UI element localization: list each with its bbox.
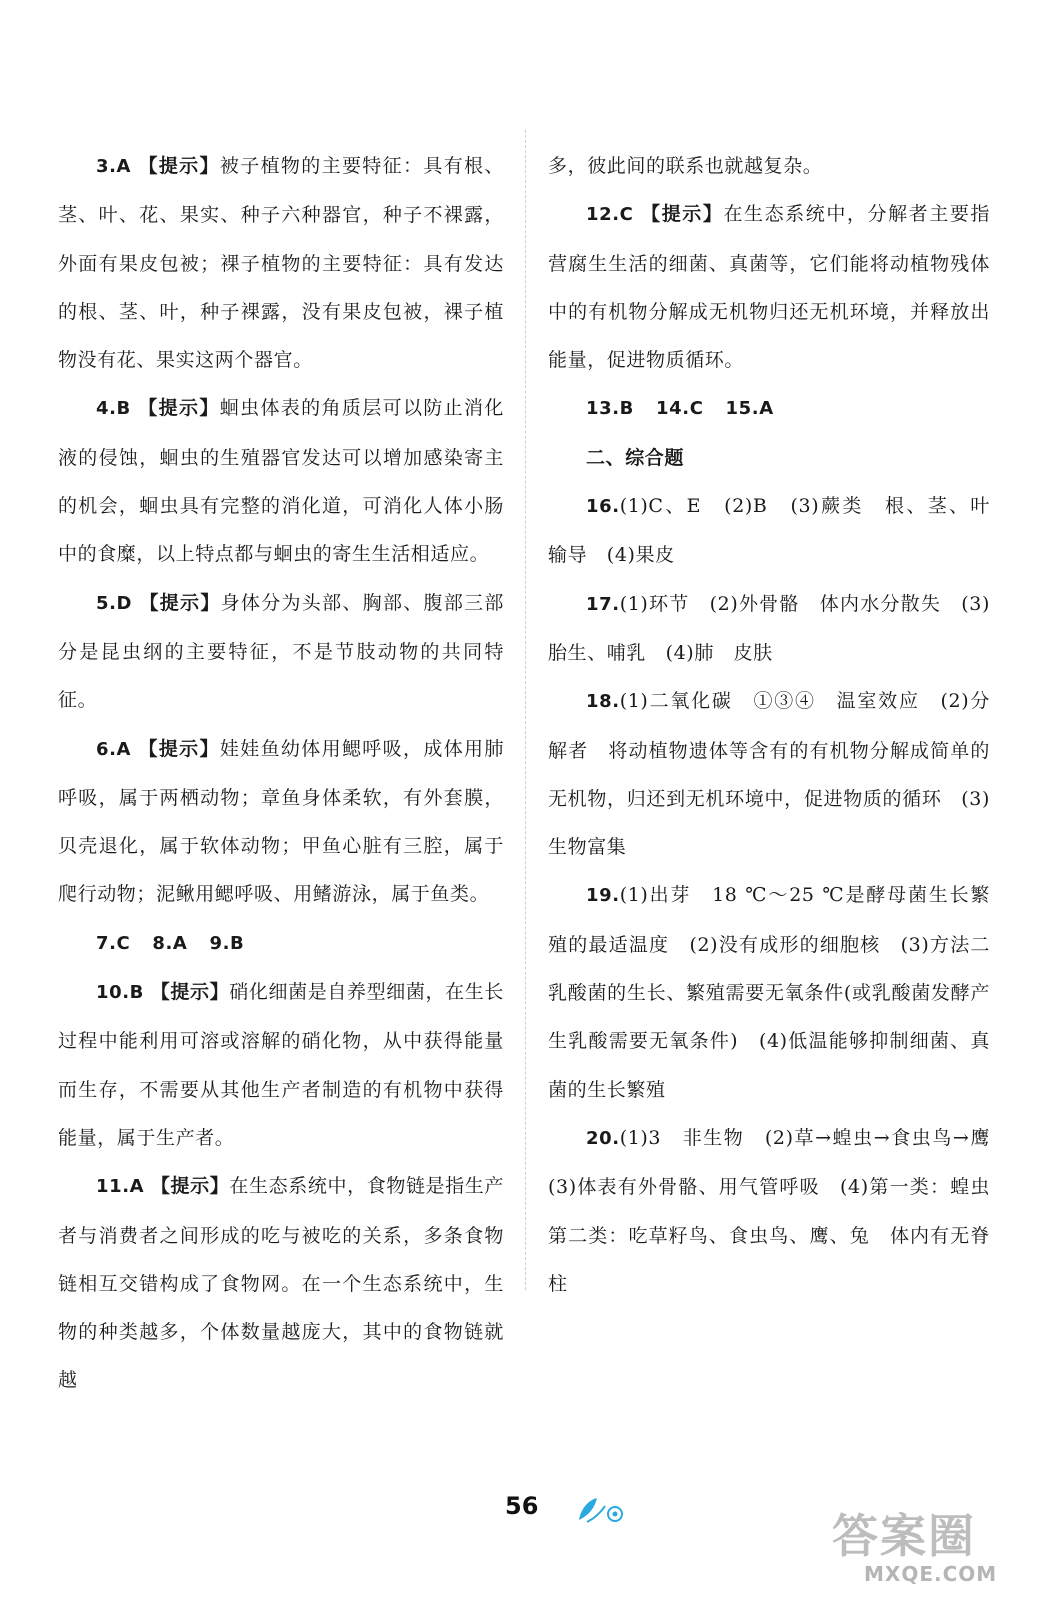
answer-item-5: 5.D 【提示】身体分为头部、胸部、腹部三部分是昆虫纲的主要特征，不是节肢动物的共同特征。 [58, 591, 505, 712]
page-number: 56 [505, 1492, 539, 1520]
answer-item-12: 12.C 【提示】在生态系统中，分解者主要指营腐生生活的细菌、真菌等，它们能将动植物残体中的有机物分解成无机物归还无机环境，并释放出能量，促进物质循环。 [548, 203, 991, 372]
answer-item-3: 3.A 【提示】被子植物的主要特征：具有根、茎、叶、花、果实、种子六种器官，种子不裸露，外面有果皮包被；裸子植物的主要特征：具有发达的根、茎、叶，种子裸露，没有果皮包被，裸子植物没有花、果实这两个器官。 [58, 155, 504, 372]
leaf-ornament-icon [575, 1494, 627, 1526]
answer-items-7-9: 7.C 8.A 9.B [96, 932, 245, 954]
answer-item-19: 19.(1)出芽 18 ℃～25 ℃是酵母菌生长繁殖的最适温度 (2)没有成形的细胞核 (3)方法二 乳酸菌的生长、繁殖需要无氧条件(或乳酸菌发酵产生乳酸需要无氧条件) (4)低温能够抑制细菌、真菌的生长繁殖 [548, 884, 1010, 1101]
site-watermark [832, 1500, 1022, 1595]
answer-items-13-15: 13.B 14.C 15.A [586, 398, 774, 420]
answer-item-10: 10.B 【提示】硝化细菌是自养型细菌，在生长过程中能利用可溶或溶解的硝化物，从中获得能量而生存，不需要从其他生产者制造的有机物中获得能量，属于生产者。 [58, 981, 505, 1149]
answer-item-20: 20.(1)3 非生物 (2)草→蝗虫→食虫鸟→鹰 (3)体表有外骨骼、用气管呼吸 (4)第一类：蝗虫 第二类：吃草籽鸟、食虫鸟、鹰、兔 体内有无脊柱 [548, 1126, 1010, 1295]
answer-item-6: 6.A 【提示】娃娃鱼幼体用鳃呼吸，成体用肺呼吸，属于两栖动物；章鱼身体柔软，有外套膜，贝壳退化，属于软体动物；甲鱼心脏有三腔，属于爬行动物；泥鳅用鳃呼吸、用鳍游泳，属于鱼类。 [58, 737, 504, 906]
answer-item-11: 11.A 【提示】在生态系统中，食物链是指生产者与消费者之间形成的吃与被吃的关系，多条食物链相互交错构成了食物网。在一个生态系统中，生物的种类越多，个体数量越庞大，其中的食物链就越 [58, 1175, 505, 1392]
column-divider [525, 130, 526, 1290]
answer-item-17: 17.(1)环节 (2)外骨骼 体内水分散失 (3)胎生、哺乳 (4)肺 皮肤 [548, 592, 990, 664]
answer-item-18: 18.(1)二氧化碳 ①③④ 温室效应 (2)分解者 将动植物遗体等含有的有机物分解成简单的无机物，归还到无机环境中，促进物质的循环 (3)生物富集 [548, 690, 990, 859]
answer-item-16: 16.(1)C、E (2)B (3)蕨类 根、茎、叶 输导 (4)果皮 [548, 495, 1010, 567]
right-column [548, 142, 1010, 1308]
answer-item-11-continued: 多，彼此间的联系也就越复杂。 [548, 155, 823, 177]
section-heading: 二、综合题 [586, 446, 685, 469]
watermark-logo-text: 答案圈 [832, 1509, 976, 1563]
answer-item-4: 4.B 【提示】蛔虫体表的角质层可以防止消化液的侵蚀，蛔虫的生殖器官发达可以增加感染寄主的机会，蛔虫具有完整的消化道，可消化人体小肠中的食糜，以上特点都与蛔虫的寄生生活相适应。 [58, 397, 504, 566]
left-column [58, 142, 504, 1405]
watermark-url: MXQE.COM [864, 1562, 998, 1586]
